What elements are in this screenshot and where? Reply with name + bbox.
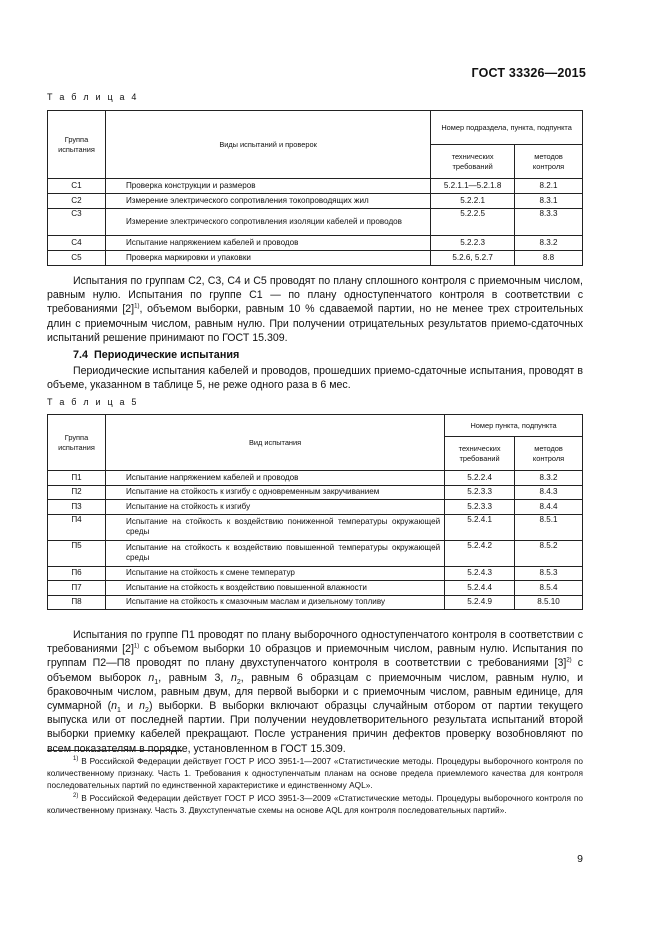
table4-cell-name: Проверка конструкции и размеров bbox=[105, 179, 430, 194]
table5-cell-method: 8.3.2 bbox=[515, 471, 583, 486]
table4 bbox=[47, 110, 583, 266]
footnote-2 bbox=[47, 792, 583, 816]
var-n: n bbox=[148, 671, 155, 684]
table4-cell-group: С3 bbox=[48, 209, 106, 236]
table5-cell-req: 5.2.4.9 bbox=[445, 595, 515, 610]
paragraph-acceptance-tests bbox=[47, 274, 583, 345]
table4-header-group: Группа испытания bbox=[48, 111, 106, 179]
table4-cell-req: 5.2.1.1—5.2.1.8 bbox=[431, 179, 515, 194]
table5-cell-req: 5.2.4.4 bbox=[445, 581, 515, 596]
table5-header-tech: технических требований bbox=[445, 437, 515, 471]
table4-cell-method: 8.3.2 bbox=[515, 236, 583, 251]
table5-cell-name: Испытание на стойкость к воздействию повышенной влажности bbox=[105, 581, 444, 596]
subscript: 1 bbox=[154, 678, 159, 686]
footnote-mark: 1) bbox=[73, 756, 79, 763]
table5-cell-group: П6 bbox=[48, 566, 106, 581]
table5-cell-req: 5.2.3.3 bbox=[445, 500, 515, 515]
table5-header-kind: Вид испытания bbox=[105, 415, 444, 471]
table-row bbox=[48, 514, 583, 540]
para3-text-b: с объемом выборки 10 образцов и приемочным числом, равным нулю. Испытания по группам П2—П8 проводят по плану двухступенчатого контроля в соответствии с требованиями [3] bbox=[47, 643, 584, 670]
table4-cell-req: 5.2.2.1 bbox=[431, 194, 515, 209]
table4-cell-method: 8.8 bbox=[515, 251, 583, 266]
section-title: Периодические испытания bbox=[94, 349, 240, 361]
var-n: n bbox=[230, 671, 237, 684]
table-row bbox=[48, 581, 583, 596]
para1-text: Испытания по группам С2, С3, С4 и С5 проводят по плану сплошного контроля с приемочным числом, равным нулю. Испытания по группе С1 — по плану одноступенчатого контроля в соответствии с требованиями [2] bbox=[47, 275, 583, 316]
table5-cell-req: 5.2.4.3 bbox=[445, 566, 515, 581]
table-row bbox=[48, 485, 583, 500]
footnote-ref: 1) bbox=[133, 643, 140, 650]
table5-cell-group: П3 bbox=[48, 500, 106, 515]
table-row bbox=[48, 566, 583, 581]
table5-cell-method: 8.4.3 bbox=[515, 485, 583, 500]
table5-cell-method: 8.5.4 bbox=[515, 581, 583, 596]
table4-header-methods: методов контроля bbox=[515, 145, 583, 179]
table5-cell-req: 5.2.2.4 bbox=[445, 471, 515, 486]
table5-cell-group: П7 bbox=[48, 581, 106, 596]
footnote-mark: 2) bbox=[73, 792, 79, 799]
table4-cell-group: С4 bbox=[48, 236, 106, 251]
table5-cell-group: П1 bbox=[48, 471, 106, 486]
table4-cell-name: Испытание напряжением кабелей и проводов bbox=[105, 236, 430, 251]
table4-cell-req: 5.2.2.3 bbox=[431, 236, 515, 251]
table4-header-tech: технических требований bbox=[431, 145, 515, 179]
para2-text: Периодические испытания кабелей и проводов, прошедших приемо-сдаточные испытания, проводят в объеме, указанном в таблице 5, не реже одного раза в 6 мес. bbox=[47, 365, 583, 392]
table4-cell-req: 5.2.6, 5.2.7 bbox=[431, 251, 515, 266]
table5-header-group: Группа испытания bbox=[48, 415, 106, 471]
table5-cell-name: Испытание на стойкость к изгибу bbox=[105, 500, 444, 515]
table5-cell-name: Испытание на стойкость к смазочным маслам и дизельному топливу bbox=[105, 595, 444, 610]
table5-cell-req: 5.2.4.1 bbox=[445, 514, 515, 540]
table5-cell-group: П2 bbox=[48, 485, 106, 500]
table5-cell-method: 8.5.1 bbox=[515, 514, 583, 540]
table-row bbox=[48, 540, 583, 566]
var-n: n bbox=[111, 700, 118, 713]
table5-cell-group: П5 bbox=[48, 540, 106, 566]
table5-header-methods: методов контроля bbox=[515, 437, 583, 471]
table5-header-clause: Номер пункта, подпункта bbox=[445, 415, 583, 437]
table5-cell-name: Испытание на стойкость к воздействию повышенной температуры окружающей среды bbox=[105, 540, 444, 566]
table5-cell-req: 5.2.4.2 bbox=[445, 540, 515, 566]
table-row bbox=[48, 209, 583, 236]
para1-tail: , объемом выборки, равным 10 % сдаваемой партии, но не менее трех строительных длин с приемочным числом, равным нулю. При получении отрицательных результатов приемо-сдаточных испытаний решение принимают по ГОСТ 15.309. bbox=[47, 303, 584, 344]
standard-code: ГОСТ 33326—2015 bbox=[471, 66, 586, 80]
footnote-1 bbox=[47, 755, 583, 792]
table4-cell-name: Измерение электрического сопротивления токопроводящих жил bbox=[105, 194, 430, 209]
table5-cell-method: 8.5.3 bbox=[515, 566, 583, 581]
table-row bbox=[48, 194, 583, 209]
section-number: 7.4 bbox=[73, 349, 89, 361]
table5-cell-name: Испытание на стойкость к смене температур bbox=[105, 566, 444, 581]
table-row bbox=[48, 236, 583, 251]
footnote-text: В Российской Федерации действует ГОСТ Р ИСО 3951-1—2007 «Статистические методы. Процедуры выборочного контроля по количественному признаку. Часть 1. Требования к одноступенчатым планам на основе предела приемлемого качества для контроля последовательных партий по единственной характеристике и единственному AQL». bbox=[47, 756, 583, 791]
footnote-separator bbox=[47, 750, 182, 751]
table-row bbox=[48, 179, 583, 194]
subscript: 2 bbox=[236, 678, 241, 686]
paragraph-sampling-plans bbox=[47, 628, 583, 756]
table5-cell-method: 8.5.2 bbox=[515, 540, 583, 566]
table5-cell-name: Испытание на стойкость к изгибу с одновременным закручиванием bbox=[105, 485, 444, 500]
subscript: 1 bbox=[117, 707, 121, 715]
table5-cell-group: П4 bbox=[48, 514, 106, 540]
para3-text-d: , равным 3, bbox=[158, 671, 231, 684]
table5 bbox=[47, 414, 583, 610]
paragraph-periodic-tests bbox=[47, 364, 583, 392]
table4-cell-group: С1 bbox=[48, 179, 106, 194]
table4-header-clause: Номер подраздела, пункта, подпункта bbox=[431, 111, 583, 145]
para3-text-c: с объемом выборок bbox=[47, 657, 584, 684]
table-row bbox=[48, 500, 583, 515]
para3-text-f: и bbox=[120, 700, 140, 713]
table4-cell-method: 8.3.3 bbox=[515, 209, 583, 236]
table-row bbox=[48, 595, 583, 610]
table5-cell-method: 8.5.10 bbox=[515, 595, 583, 610]
table5-cell-name: Испытание на стойкость к воздействию пониженной температуры окружающей среды bbox=[105, 514, 444, 540]
table5-cell-method: 8.4.4 bbox=[515, 500, 583, 515]
var-n: n bbox=[139, 700, 146, 713]
para3-text-e: , равным 6 образцам с приемочным числом, равным нулю, и браковочным числом, равным двум, для первой выборки и с приемочным числом, равным единице, для суммарной ( bbox=[47, 671, 583, 713]
subscript: 2 bbox=[145, 707, 149, 715]
table4-cell-method: 8.2.1 bbox=[515, 179, 583, 194]
table5-cell-name: Испытание напряжением кабелей и проводов bbox=[105, 471, 444, 486]
footnote-ref: 1) bbox=[134, 303, 140, 310]
table4-cell-group: С5 bbox=[48, 251, 106, 266]
table5-cell-group: П8 bbox=[48, 595, 106, 610]
table-row bbox=[48, 471, 583, 486]
footnote-ref: 2) bbox=[566, 657, 572, 664]
table4-cell-group: С2 bbox=[48, 194, 106, 209]
table4-caption: Т а б л и ц а 4 bbox=[47, 92, 139, 102]
table5-caption: Т а б л и ц а 5 bbox=[47, 397, 139, 407]
para3-text-g: ) выборки. В выборки включают образцы случайным отбором от партии текущего выпуска или от последней партии. При получении неудовлетворительного результата испытаний второй выборки приемку кабелей прекращают. После устранения причин дефектов проверку возобновляют по всем показателям в порядке, установленном в ГОСТ 15.309. bbox=[47, 700, 583, 755]
table-row bbox=[48, 251, 583, 266]
section-heading bbox=[73, 349, 239, 361]
footnotes bbox=[47, 755, 583, 816]
page-number: 9 bbox=[577, 853, 583, 865]
footnote-text: В Российской Федерации действует ГОСТ Р ИСО 3951-3—2009 «Статистические методы. Процедуры выборочного контроля по количественному признаку. Часть 3. Двухступенчатые схемы на основе AQL для контроля последовательных партий». bbox=[47, 792, 583, 815]
para3-text-a: Испытания по группе П1 проводят по плану выборочного одноступенчатого контроля в соответствии с требованиями [2] bbox=[47, 629, 583, 656]
table4-header-kinds: Виды испытаний и проверок bbox=[105, 111, 430, 179]
table4-cell-req: 5.2.2.5 bbox=[431, 209, 515, 236]
table5-cell-req: 5.2.3.3 bbox=[445, 485, 515, 500]
table4-cell-method: 8.3.1 bbox=[515, 194, 583, 209]
table4-cell-name: Измерение электрического сопротивления изоляции кабелей и проводов bbox=[105, 209, 430, 236]
table4-cell-name: Проверка маркировки и упаковки bbox=[105, 251, 430, 266]
